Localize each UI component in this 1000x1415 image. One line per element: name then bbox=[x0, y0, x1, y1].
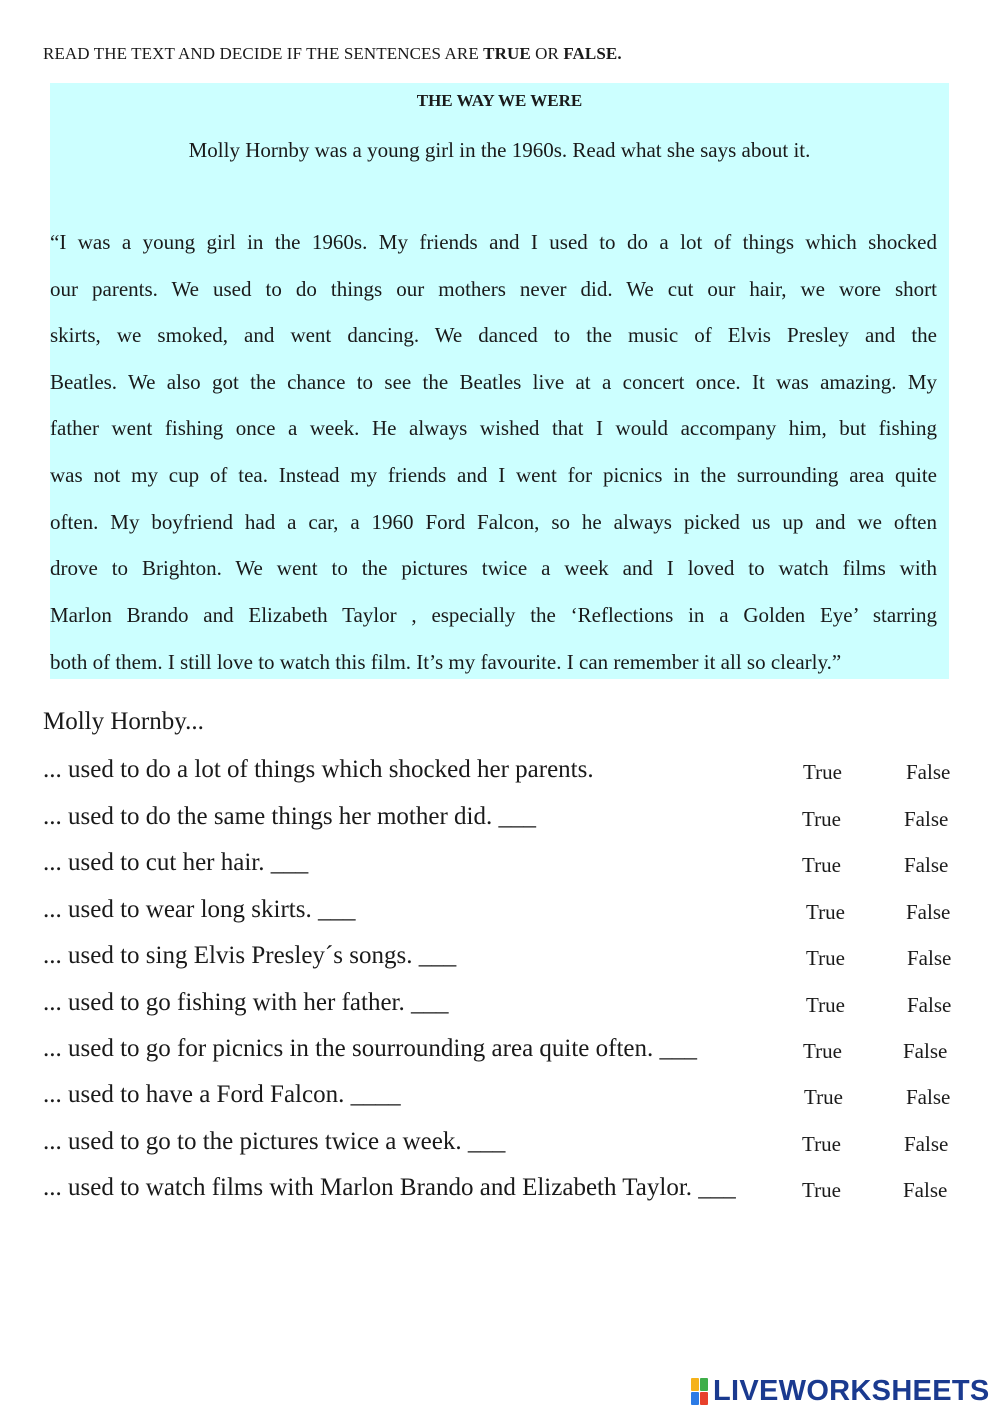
question-text: ... used to sing Elvis Presley´s songs. ___ bbox=[43, 942, 457, 969]
false-option[interactable]: False bbox=[904, 807, 949, 831]
reading-line: was not my cup of tea. Instead my friends and I went for picnics in the surrounding area quite bbox=[50, 463, 937, 487]
reading-line: Beatles. We also got the chance to see the Beatles live at a concert once. It was amazing. My bbox=[50, 370, 937, 394]
false-option[interactable]: False bbox=[903, 1039, 948, 1063]
reading-line: our parents. We used to do things our mothers never did. We cut our hair, we wore short bbox=[50, 277, 937, 301]
true-option[interactable]: True bbox=[806, 946, 845, 970]
true-option[interactable]: True bbox=[802, 853, 841, 877]
true-option[interactable]: True bbox=[803, 1039, 842, 1063]
true-option[interactable]: True bbox=[806, 993, 845, 1017]
true-option[interactable]: True bbox=[802, 807, 841, 831]
instruction-middle: OR bbox=[530, 44, 564, 63]
false-option[interactable]: False bbox=[906, 1085, 951, 1109]
reading-line: Marlon Brando and Elizabeth Taylor , especially the ‘Reflections in a Golden Eye’ starring bbox=[50, 603, 937, 627]
reading-passage bbox=[50, 83, 949, 679]
logo-text: LIVEWORKSHEETS bbox=[713, 1374, 990, 1407]
false-option[interactable]: False bbox=[904, 1132, 949, 1156]
question-row bbox=[0, 989, 1000, 1023]
false-option[interactable]: False bbox=[904, 853, 949, 877]
question-row bbox=[0, 849, 1000, 883]
reading-line: “I was a young girl in the 1960s. My friends and I used to do a lot of things which shocked bbox=[50, 230, 937, 254]
reading-line: skirts, we smoked, and went dancing. We danced to the music of Elvis Presley and the bbox=[50, 323, 937, 347]
question-text: ... used to go to the pictures twice a week. ___ bbox=[43, 1128, 506, 1155]
question-text: ... used to wear long skirts. ___ bbox=[43, 896, 356, 923]
reading-intro: Molly Hornby was a young girl in the 1960s. Read what she says about it. bbox=[188, 138, 811, 162]
question-text: ... used to do a lot of things which shocked her parents. bbox=[43, 756, 594, 783]
true-option[interactable]: True bbox=[803, 760, 842, 784]
reading-line: father went fishing once a week. He always wished that I would accompany him, but fishing bbox=[50, 416, 937, 440]
instruction-true-word: TRUE bbox=[483, 44, 531, 63]
question-row bbox=[0, 803, 1000, 837]
true-option[interactable]: True bbox=[802, 1178, 841, 1202]
true-option[interactable]: True bbox=[804, 1085, 843, 1109]
question-row bbox=[0, 1035, 1000, 1069]
false-option[interactable]: False bbox=[907, 946, 952, 970]
reading-title: THE WAY WE WERE bbox=[416, 91, 583, 110]
questions-header: Molly Hornby... bbox=[43, 708, 204, 735]
true-option[interactable]: True bbox=[802, 1132, 841, 1156]
question-row bbox=[0, 1128, 1000, 1162]
question-row bbox=[0, 1081, 1000, 1115]
question-text: ... used to watch films with Marlon Brando and Elizabeth Taylor. ___ bbox=[43, 1174, 736, 1201]
question-row bbox=[0, 942, 1000, 976]
instruction-prefix: READ THE TEXT AND DECIDE IF THE SENTENCES ARE bbox=[43, 44, 484, 63]
question-text: ... used to have a Ford Falcon. ____ bbox=[43, 1081, 401, 1108]
instruction bbox=[43, 44, 622, 64]
true-option[interactable]: True bbox=[806, 900, 845, 924]
question-text: ... used to go fishing with her father. ___ bbox=[43, 989, 449, 1016]
reading-line: drove to Brighton. We went to the pictures twice a week and I loved to watch films with bbox=[50, 556, 937, 580]
question-text: ... used to go for picnics in the sourrounding area quite often. ___ bbox=[43, 1035, 698, 1062]
liveworksheets-logo-icon bbox=[691, 1376, 709, 1406]
liveworksheets-logo bbox=[691, 1374, 990, 1408]
question-row bbox=[0, 1174, 1000, 1208]
reading-line: often. My boyfriend had a car, a 1960 Ford Falcon, so he always picked us up and we often bbox=[50, 510, 937, 534]
reading-line: both of them. I still love to watch this film. It’s my favourite. I can remember it all so clearly.” bbox=[50, 650, 842, 674]
false-option[interactable]: False bbox=[906, 760, 951, 784]
question-text: ... used to do the same things her mother did. ___ bbox=[43, 803, 536, 830]
instruction-false-word: FALSE. bbox=[563, 44, 622, 63]
question-text: ... used to cut her hair. ___ bbox=[43, 849, 309, 876]
false-option[interactable]: False bbox=[903, 1178, 948, 1202]
question-row bbox=[0, 896, 1000, 930]
question-row bbox=[0, 756, 1000, 790]
false-option[interactable]: False bbox=[906, 900, 951, 924]
false-option[interactable]: False bbox=[907, 993, 952, 1017]
